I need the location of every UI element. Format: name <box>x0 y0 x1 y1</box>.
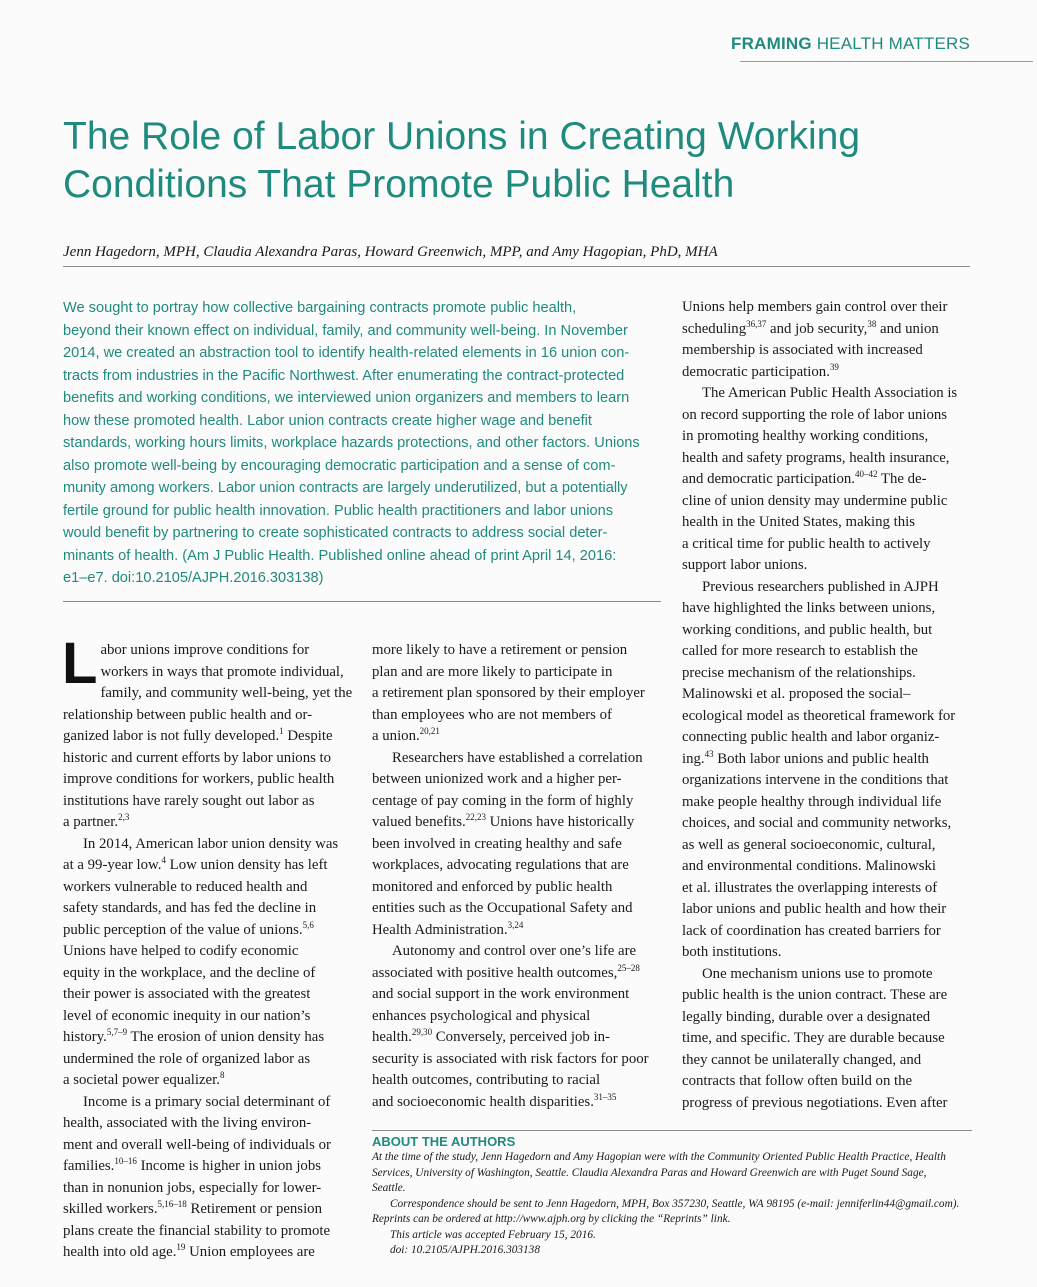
abstract-line: We sought to portray how collective bargaining contracts promote public health, <box>63 300 577 316</box>
text-run: health, associated with the living environ- <box>63 1115 312 1131</box>
text-run: Both labor unions and public health <box>713 750 929 767</box>
body-text-line <box>682 577 974 599</box>
text-run: Previous researchers published in AJPH <box>702 578 939 595</box>
body-text-line <box>372 898 664 920</box>
text-run: ment and overall well-being of individuals or <box>63 1136 331 1153</box>
body-text-line <box>682 684 974 706</box>
body-text-line <box>682 491 974 513</box>
text-run: In 2014, American labor union density was <box>83 835 339 852</box>
body-text-line <box>372 1049 664 1071</box>
abstract-line: fertile ground for public health innovation. Public health practitioners and labor unions <box>63 502 614 519</box>
text-run: Retirement or pension <box>186 1201 322 1217</box>
body-text-line <box>682 964 974 986</box>
text-run: Researchers have established a correlation <box>392 749 643 766</box>
body-text-line <box>63 812 355 834</box>
citation-ref: 39 <box>829 361 839 372</box>
body-text-line <box>63 1070 355 1092</box>
text-run: and union <box>876 320 939 337</box>
text-run: Income is higher in union jobs <box>136 1158 321 1174</box>
text-run: and socioeconomic health disparities. <box>372 1093 594 1110</box>
body-text-line <box>372 812 664 834</box>
body-text-line <box>63 855 355 877</box>
text-run: workplaces, advocating regulations that are <box>372 857 629 873</box>
body-text-line <box>682 813 974 835</box>
abstract-line: benefits and working conditions, we interviewed union organizers and members to learn <box>63 390 630 406</box>
text-run: plan and are more likely to participate in <box>372 663 613 680</box>
text-run: membership is associated with increased <box>682 342 923 358</box>
text-run: abor unions improve conditions for <box>100 642 310 658</box>
abstract-line: standards, working hours limits, workplace hazards protections, and other factors. Unions <box>63 435 640 451</box>
text-run: they cannot be unilaterally changed, and <box>682 1051 922 1068</box>
body-text-line <box>372 941 664 963</box>
text-run: public health is the union contract. These are <box>682 987 948 1003</box>
text-run: monitored and enforced by public health <box>372 878 613 895</box>
body-text-line <box>372 1092 664 1114</box>
body-text-line <box>63 941 355 963</box>
citation-ref: 2,3 <box>118 812 130 823</box>
text-run: and job security, <box>766 320 868 337</box>
text-run: One mechanism unions use to promote <box>702 965 933 982</box>
body-text-line <box>63 1006 355 1028</box>
body-text-line <box>63 683 355 705</box>
body-text-line <box>63 1092 355 1114</box>
about-the-authors <box>372 1134 972 1259</box>
abstract-line: 2014, we created an abstraction tool to identify health-related elements in 16 union con- <box>63 345 630 361</box>
text-run: on record supporting the role of labor unions <box>682 406 948 423</box>
text-run: been involved in creating healthy and safe <box>372 835 622 852</box>
about-authors-line: At the time of the study, Jenn Hagedorn and Amy Hagopian were with the Community Oriented Public Health Practice, Health <box>372 1151 946 1163</box>
drop-cap: L <box>62 631 98 696</box>
body-text-line <box>682 1071 974 1093</box>
text-run: in promoting healthy working conditions, <box>682 428 929 444</box>
body-text-line <box>372 1070 664 1092</box>
text-run: health outcomes, contributing to racial <box>372 1072 601 1088</box>
about-authors-line: Reprints can be ordered at http://www.ajph.org by clicking the “Reprints” link. <box>372 1213 731 1225</box>
text-run: public perception of the value of unions. <box>63 921 303 938</box>
abstract-line: minants of health. (Am J Public Health. Published online ahead of print April 14, 2016: <box>63 547 617 564</box>
text-run: institutions have rarely sought out labor as <box>63 792 315 809</box>
text-run: more likely to have a retirement or pension <box>372 642 628 658</box>
body-text-line <box>682 1093 974 1115</box>
body-text-line <box>63 877 355 899</box>
text-run: make people healthy through individual life <box>682 793 942 810</box>
body-text-line <box>372 748 664 770</box>
text-run: historic and current efforts by labor unions to <box>63 749 332 766</box>
abstract-line: e1–e7. doi:10.2105/AJPH.2016.303138) <box>63 570 324 586</box>
body-text-line <box>63 834 355 856</box>
citation-ref: 43 <box>704 748 714 759</box>
body-text-line <box>63 1221 355 1243</box>
body-text-line <box>63 748 355 770</box>
text-run: progress of previous negotiations. Even after <box>682 1094 948 1111</box>
citation-ref: 5,6 <box>302 919 314 930</box>
body-text-line <box>372 726 664 748</box>
body-text-line <box>372 705 664 727</box>
text-run: and democratic participation. <box>682 471 855 487</box>
body-text-line <box>372 855 664 877</box>
text-run: Conversely, perceived job in- <box>432 1029 610 1045</box>
about-authors-line: Seattle. <box>372 1182 406 1194</box>
text-run: both institutions. <box>682 944 782 960</box>
body-text-line <box>682 512 974 534</box>
text-run: support labor unions. <box>682 557 808 573</box>
body-text-line <box>682 921 974 943</box>
text-run: Unions have historically <box>485 814 635 830</box>
body-text-line <box>682 749 974 771</box>
body-text-line <box>63 640 355 662</box>
text-run: connecting public health and labor organiz- <box>682 729 940 745</box>
body-text-line <box>372 834 664 856</box>
body-text-line <box>682 663 974 685</box>
abstract <box>63 297 663 590</box>
about-authors-line: Correspondence should be sent to Jenn Hagedorn, MPH, Box 357230, Seattle, WA 98195 (e-mail: jenniferlin44@gmail.com). <box>390 1197 960 1210</box>
body-text-line <box>682 340 974 362</box>
text-run: Unions have helped to codify economic <box>63 943 299 959</box>
text-run: history. <box>63 1029 107 1045</box>
title-line: The Role of Labor Unions in Creating Working <box>63 115 861 158</box>
text-run: equity in the workplace, and the decline of <box>63 964 316 981</box>
body-text-line <box>682 1050 974 1072</box>
section-tag-bold: FRAMING <box>731 34 812 53</box>
citation-ref: 38 <box>867 318 877 329</box>
text-run: and social support in the work environment <box>372 986 630 1002</box>
text-run: Despite <box>283 728 333 744</box>
text-run: lack of coordination has created barriers for <box>682 922 941 939</box>
text-run: relationship between public health and or- <box>63 706 313 723</box>
body-text-line <box>63 920 355 942</box>
text-run: Malinowski et al. proposed the social– <box>682 686 911 702</box>
body-text-line <box>63 1027 355 1049</box>
text-run: et al. illustrates the overlapping interests of <box>682 879 938 896</box>
body-text-line <box>372 984 664 1006</box>
text-run: legally binding, durable over a designated <box>682 1008 931 1025</box>
body-text-line <box>63 791 355 813</box>
body-text-line <box>682 405 974 427</box>
citation-ref: 5,16–18 <box>157 1199 187 1210</box>
abstract-line: would benefit by partnering to create sophisticated contracts to address social deter- <box>63 525 608 541</box>
abstract-line: beyond their known effect on individual, family, and community well-being. In November <box>63 322 628 339</box>
author-rule <box>63 266 970 267</box>
body-text-line <box>682 555 974 577</box>
abstract-line: munity among workers. Labor union contracts are largely underutilized, but a potentially <box>63 480 628 496</box>
body-text-line <box>372 1006 664 1028</box>
body-text-line <box>372 683 664 705</box>
text-run: skilled workers. <box>63 1201 158 1217</box>
body-text-line <box>682 534 974 556</box>
text-run: a societal power equalizer. <box>63 1072 220 1088</box>
abstract-line: how these promoted health. Labor union contracts create higher wage and benefit <box>63 412 592 429</box>
body-text-line <box>63 1178 355 1200</box>
body-text-line <box>372 640 664 662</box>
citation-ref: 29,30 <box>411 1027 433 1038</box>
body-text-line <box>63 1156 355 1178</box>
text-run: Unions help members gain control over their <box>682 299 948 315</box>
body-text-line <box>372 920 664 942</box>
body-text-line <box>682 362 974 384</box>
about-authors-line: This article was accepted February 15, 2016. <box>390 1228 596 1241</box>
article-title <box>63 113 963 209</box>
body-text-line <box>682 835 974 857</box>
body-text-line <box>682 878 974 900</box>
body-text-line <box>372 963 664 985</box>
text-run: Income is a primary social determinant of <box>83 1093 331 1110</box>
text-run: scheduling <box>682 320 747 337</box>
text-run: called for more research to establish the <box>682 643 918 659</box>
text-run: workers in ways that promote individual, <box>100 663 344 680</box>
citation-ref: 5,7–9 <box>106 1027 128 1038</box>
text-run: cline of union density may undermine public <box>682 492 948 509</box>
about-authors-heading: ABOUT THE AUTHORS <box>372 1134 516 1149</box>
body-text-line <box>682 469 974 491</box>
text-run: improve conditions for workers, public health <box>63 771 335 787</box>
body-text-line <box>682 1007 974 1029</box>
body-text-line <box>63 1135 355 1157</box>
text-run: contracts that follow often build on the <box>682 1073 913 1089</box>
text-run: family, and community well-being, yet the <box>100 685 353 701</box>
citation-ref: 3,24 <box>507 919 524 930</box>
text-run: safety standards, and has fed the decline in <box>63 900 317 916</box>
text-run: ganized labor is not fully developed. <box>63 728 280 744</box>
citation-ref: 22,23 <box>465 812 486 823</box>
text-run: valued benefits. <box>372 814 466 830</box>
text-run: a partner. <box>63 814 119 830</box>
text-run: health into old age. <box>63 1244 177 1260</box>
text-run: organizations intervene in the conditions that <box>682 772 949 788</box>
text-run: a union. <box>372 728 420 744</box>
text-run: and environmental conditions. Malinowski <box>682 858 936 874</box>
header-rule <box>740 61 1033 62</box>
text-run: than in nonunion jobs, especially for lower- <box>63 1179 322 1196</box>
text-run: health in the United States, making this <box>682 514 916 530</box>
section-tag-rest: HEALTH MATTERS <box>811 34 970 53</box>
text-run: at a 99-year low. <box>63 857 162 873</box>
text-run: Health Administration. <box>372 921 508 938</box>
text-run: ing. <box>682 750 705 767</box>
text-run: their power is associated with the greatest <box>63 986 311 1002</box>
citation-ref: 1 <box>279 726 284 737</box>
body-column-2 <box>372 640 664 1113</box>
text-run: enhances psychological and physical <box>372 1007 591 1024</box>
body-text-line <box>372 877 664 899</box>
body-text-line <box>682 641 974 663</box>
text-run: than employees who are not members of <box>372 706 612 723</box>
body-text-line <box>63 726 355 748</box>
text-run: between unionized work and a higher per- <box>372 771 622 787</box>
citation-ref: 25–28 <box>617 962 640 973</box>
body-text-line <box>682 448 974 470</box>
body-text-line <box>682 770 974 792</box>
body-column-3 <box>682 297 974 1114</box>
text-run: Autonomy and control over one’s life are <box>392 943 637 959</box>
text-run: The erosion of union density has <box>127 1029 325 1045</box>
text-run: families. <box>63 1158 115 1174</box>
text-run: choices, and social and community networks, <box>682 815 952 831</box>
text-run: have highlighted the links between unions, <box>682 600 936 616</box>
body-text-line <box>372 1027 664 1049</box>
body-text-line <box>63 984 355 1006</box>
citation-ref: 8 <box>219 1070 225 1081</box>
citation-ref: 10–16 <box>114 1156 137 1167</box>
body-text-line <box>682 319 974 341</box>
body-text-line <box>63 1049 355 1071</box>
text-run: entities such as the Occupational Safety and <box>372 900 633 916</box>
body-text-line <box>682 942 974 964</box>
text-run: The de- <box>877 471 927 487</box>
running-header <box>0 0 1037 70</box>
body-text-line <box>682 383 974 405</box>
abstract-line: also promote well-being by encouraging democratic participation and a sense of com- <box>63 457 616 474</box>
body-text-line <box>682 426 974 448</box>
text-run: a retirement plan sponsored by their employer <box>372 685 645 701</box>
text-run: labor unions and public health and how their <box>682 901 947 917</box>
body-text-line <box>63 662 355 684</box>
text-run: ecological model as theoretical framework for <box>682 707 956 724</box>
citation-ref: 19 <box>176 1242 186 1253</box>
text-run: level of economic inequity in our nation’s <box>63 1007 311 1024</box>
about-authors-rule <box>372 1130 972 1131</box>
body-text-line <box>63 705 355 727</box>
body-text-line <box>63 898 355 920</box>
text-run: Union employees are <box>185 1244 315 1260</box>
citation-ref: 20,21 <box>419 726 440 737</box>
body-text-line <box>682 856 974 878</box>
abstract-line: tracts from industries in the Pacific Northwest. After enumerating the contract-protected <box>63 367 625 384</box>
body-text-line <box>682 620 974 642</box>
title-line: Conditions That Promote Public Health <box>63 163 735 206</box>
text-run: working conditions, and public health, but <box>682 621 933 638</box>
text-run: security is associated with risk factors for poor <box>372 1050 649 1067</box>
body-text-line <box>682 899 974 921</box>
text-run: associated with positive health outcomes, <box>372 964 618 981</box>
text-run: undermined the role of organized labor as <box>63 1050 311 1067</box>
text-run: Low union density has left <box>165 857 328 873</box>
text-run: a critical time for public health to actively <box>682 535 931 552</box>
body-text-line <box>682 985 974 1007</box>
text-run: health. <box>372 1029 412 1045</box>
body-text-line <box>63 963 355 985</box>
text-run: plans create the financial stability to promote <box>63 1222 331 1239</box>
body-text-line <box>372 791 664 813</box>
text-run: democratic participation. <box>682 363 830 380</box>
citation-ref: 40–42 <box>854 469 878 480</box>
body-text-line <box>63 1199 355 1221</box>
text-run: as well as general socioeconomic, cultural, <box>682 836 936 853</box>
body-text-line <box>682 1028 974 1050</box>
about-authors-line: doi: 10.2105/AJPH.2016.303138 <box>390 1244 540 1256</box>
body-text-line <box>63 1242 355 1264</box>
body-text-line <box>682 598 974 620</box>
body-text-line <box>63 769 355 791</box>
text-run: time, and specific. They are durable because <box>682 1030 945 1046</box>
body-text-line <box>372 769 664 791</box>
text-run: precise mechanism of the relationships. <box>682 664 916 681</box>
body-text-line <box>682 727 974 749</box>
body-text-line <box>682 297 974 319</box>
body-text-line <box>372 662 664 684</box>
body-column-1 <box>62 631 355 1264</box>
body-text-line <box>682 792 974 814</box>
abstract-rule <box>63 601 661 602</box>
body-text-line <box>682 706 974 728</box>
text-run: The American Public Health Association is <box>702 385 958 401</box>
text-run: workers vulnerable to reduced health and <box>63 878 308 895</box>
text-run: centage of pay coming in the form of highly <box>372 792 634 809</box>
section-tag <box>731 34 970 54</box>
author-list: Jenn Hagedorn, MPH, Claudia Alexandra Paras, Howard Greenwich, MPP, and Amy Hagopian, PhD, MHA <box>63 244 718 260</box>
citation-ref: 4 <box>161 855 166 866</box>
about-authors-body <box>372 1150 972 1259</box>
citation-ref: 31–35 <box>593 1091 617 1102</box>
text-run: health and safety programs, health insurance, <box>682 449 950 466</box>
about-authors-line: Services, University of Washington, Seattle. Claudia Alexandra Paras and Howard Greenwich are with Puget Sound Sage, <box>372 1166 927 1179</box>
citation-ref: 36,37 <box>746 318 767 329</box>
body-text-line <box>63 1113 355 1135</box>
